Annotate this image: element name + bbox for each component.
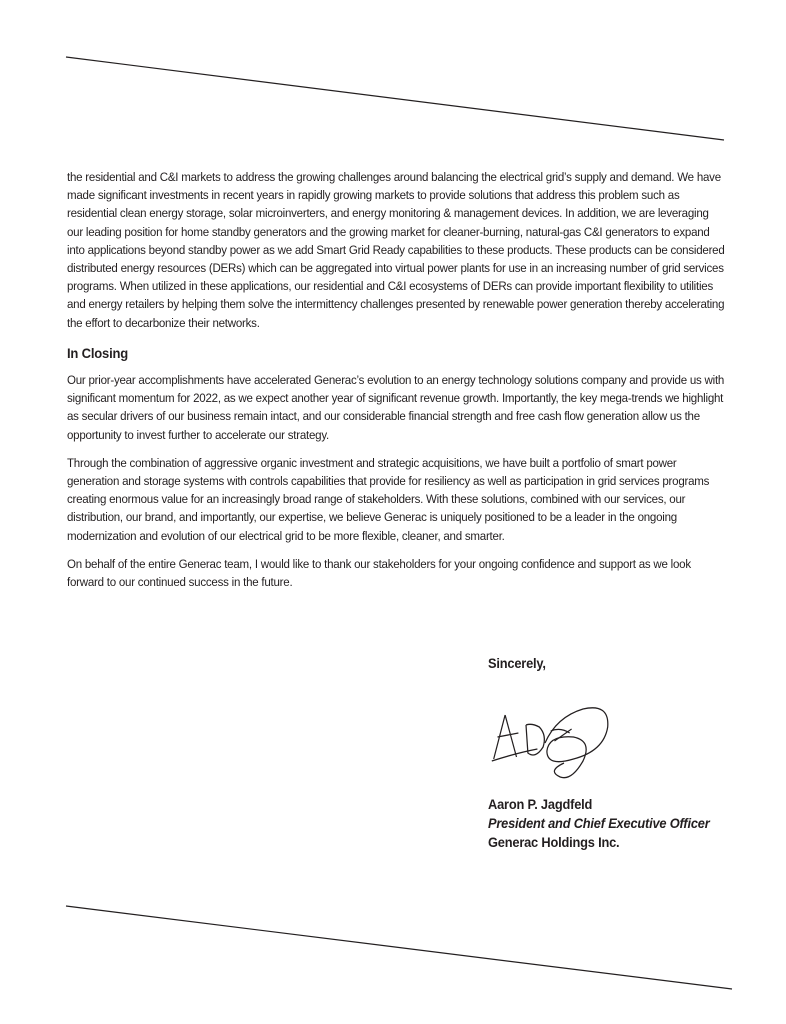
- signer-title: President and Chief Executive Officer: [488, 816, 710, 831]
- company-name: Generac Holdings Inc.: [488, 835, 620, 850]
- closing-paragraph: On behalf of the entire Generac team, I would like to thank our stakeholders for your ongoing confidence and support as we look forward to our continued success in the future.: [67, 556, 691, 590]
- signer-name: Aaron P. Jagdfeld: [488, 797, 593, 812]
- closing-salutation: Sincerely,: [488, 656, 546, 671]
- closing-paragraph: Through the combination of aggressive organic investment and strategic acquisitions, we have built a portfolio of smart power generation and storage systems with controls capabilities that provide for resiliency as well as participation in grid services programs creating enormous value for an increasingly broad range of stakeholders. With these solutions, combined with our services, our distribution, our brand, and importantly, our expertise, we believe Generac is uniquely positioned to be a leader in the ongoing modernization and evolution of our electrical grid to be more flexible, cleaner, and smarter.: [67, 455, 710, 543]
- body-paragraph: the residential and C&I markets to address the growing challenges around balancing the electrical grid’s supply and demand. We have made significant investments in recent years in rapidly growing markets to provide solutions that address this problem such as residential clean energy storage, solar microinverters, and energy monitoring & management devices. In addition, we are leveraging our leading position for home standby generators and the growing market for cleaner-burning, natural-gas C&I generators to expand into applications beyond standby power as we add Smart Grid Ready capabilities to these products. These products can be considered distributed energy resources (DERs) which can be aggregated into virtual power plants for use in an increasing number of grid services programs. When utilized in these applications, our residential and C&I ecosystems of DERs can provide important flexibility to utilities and energy retailers by helping them solve the intermittency challenges presented by renewable power generation thereby accelerating the effort to decarbonize their networks.: [67, 170, 725, 330]
- closing-paragraph: Our prior-year accomplishments have accelerated Generac’s evolution to an energy technology solutions company and provide us with significant momentum for 2022, as we expect another year of significant revenue growth. Importantly, the key mega-trends we highlight as secular drivers of our business remain intact, and our considerable financial strength and free cash flow generation allow us the opportunity to invest further to accelerate our strategy.: [67, 373, 725, 442]
- section-heading: In Closing: [67, 344, 129, 361]
